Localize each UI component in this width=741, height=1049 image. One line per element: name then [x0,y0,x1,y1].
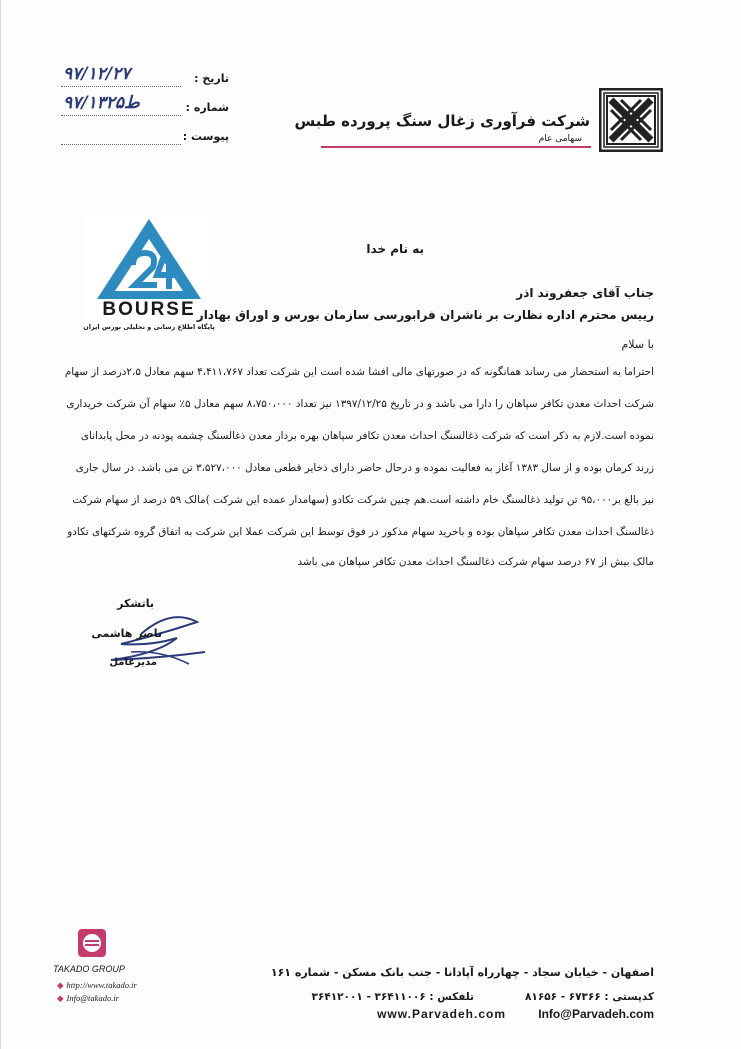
body-line-4: زرند کرمان بوده و از سال ۱۳۸۳ آغاز به فعالیت نموده و درحال حاضر دارای ذخایر قطعی معادل ۳،۵۲۷،۰۰۰ تن می باشد. در سال جاری [75,462,654,474]
footer-email[interactable]: Info@Parvadeh.com [538,1007,654,1021]
body-line-2: شرکت احداث معدن تکافر سپاهان را دارا می باشد و در تاریخ ۱۳۹۷/۱۲/۲۵ نیز تعداد ۸،۷۵۰،۰۰۰ سهم معادل ۵٪ سهام آن شرکت خریداری [66,398,654,410]
number-label: شماره : [185,101,229,114]
signer-name: ناصر هاشمی [91,627,162,640]
body-line-1: احتراما به استحضار می رساند همانگونه که در صورتهای مالی افشا شده است این شرکت تعداد ۴،۴۱۱،۷۶۷ سهم معادل ۲،۵درصد از سهام [64,366,654,378]
bullet-icon: ◆ [57,980,64,990]
date-line [61,86,181,87]
greeting: با سلام [621,338,654,351]
footer-website[interactable]: www.Parvadeh.com [377,1007,506,1021]
takado-website[interactable] [57,980,137,991]
bourse-watermark [83,215,215,339]
takado-email[interactable] [57,993,119,1004]
signer-title: مدیرعامل [109,657,157,668]
date-row [49,66,229,95]
attachment-line [61,144,181,145]
bullet-icon: ◆ [57,993,64,1003]
date-label: تاریخ : [194,72,229,85]
basmala: به نام خدا [366,242,424,256]
addressee: جناب آقای جعفروند اذر [516,286,654,300]
takado-email-text: Info@takado.ir [66,993,119,1003]
bourse-tagline: پایگاه اطلاع رسانی و تحلیلی بورس ایران [83,323,215,331]
takado-group-name: TAKADO GROUP [53,964,125,974]
body-line-6: ذغالسنگ احداث معدن تکافر سپاهان بوده و باخرید سهام مذکور در فوق توسط این شرکت عملا این شرکت به اتفاق گروه شرکتهای تکادو [67,526,654,538]
addressee-title: رییس محترم اداره نظارت بر ناشران فرابورسی سازمان بورس و اوراق بهادار [196,308,654,322]
body-line-7: مالک بیش از ۶۷ درصد سهام شرکت ذغالسنگ احداث معدن تکافر سپاهان می باشد [297,556,654,568]
company-logo-icon [599,88,663,152]
bourse-logo-icon [83,215,215,305]
number-row [49,95,229,124]
footer-phone-fax: تلفکس : ۳۶۴۱۱۰۰۶ - ۳۶۴۱۲۰۰۱ [311,991,474,1003]
company-name: شرکت فرآوری زغال سنگ پرورده طبس [294,112,590,130]
footer-address: اصفهان - خیابان سجاد - چهارراه آپادانا - جنب بانک مسکن - شماره ۱۶۱ [270,966,654,979]
takado-logo-icon [77,928,107,958]
body-line-5: نیز بالغ بر۹۵،۰۰۰ تن تولید ذغالسنگ خام داشته است.هم چنین شرکت تکادو (سهامدار عمده این شرکت )مالک ۵۹ درصد از سهام شرکت [72,494,654,506]
number-value: ط۹۷/۱۳۲۵ [63,93,140,113]
letter-meta [49,66,229,153]
footer-postal-code: کدپستی : ۶۷۳۶۶ - ۸۱۶۵۶ [525,991,654,1003]
date-value: ۹۷/۱۲/۲۷ [63,64,131,84]
takado-website-text: http://www.takado.ir [66,980,137,990]
number-line [61,115,181,116]
attachment-row [49,124,229,153]
body-line-3: نموده است.لازم به ذکر است که شرکت ذغالسنگ احداث معدن تکافر سپاهان بهره بردار معدن ذغالسنگ چشمه پودنه در محل پابدانای [80,430,654,442]
closing: باتشکر [117,597,154,610]
attachment-label: پیوست : [182,130,229,143]
company-type: سهامی عام [538,134,582,144]
bourse-word: BOURSE [102,299,196,320]
header-accent-rule [321,146,591,148]
